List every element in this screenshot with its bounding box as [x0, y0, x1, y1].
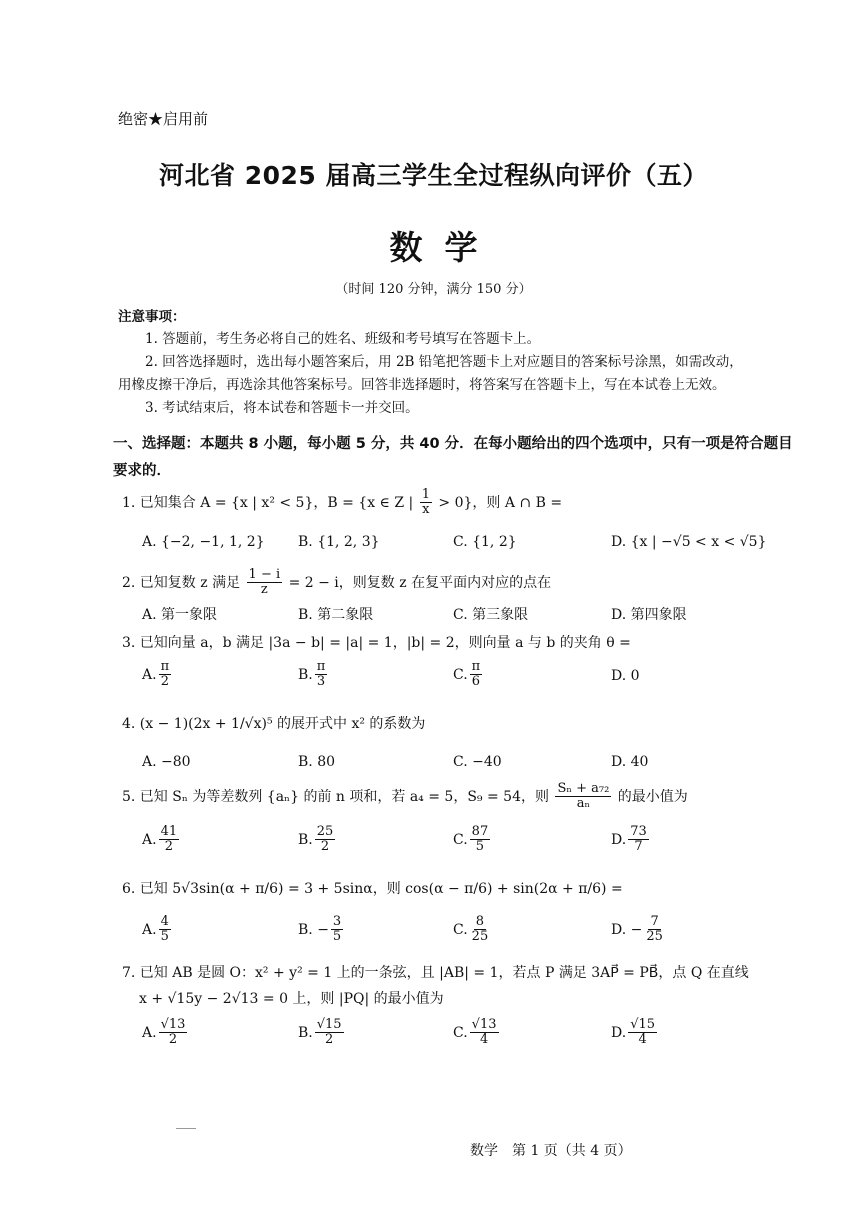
option-label: A. — [142, 666, 157, 683]
option-b — [298, 660, 329, 690]
option-a — [142, 660, 173, 690]
exam-timing: （时间 120 分钟，满分 150 分） — [335, 282, 532, 297]
fraction-denominator: 4 — [479, 1032, 489, 1048]
option-fraction — [470, 915, 491, 945]
option-d — [611, 1018, 659, 1048]
stem-text: 的最小值为 — [613, 788, 688, 805]
option-fraction — [470, 660, 483, 690]
section-title: 一、选择题：本题共 8 小题，每小题 5 分，共 40 分．在每小题给出的四个选项中，只有一项是符合题目要求的． — [113, 436, 793, 479]
fraction-numerator: √13 — [160, 1017, 186, 1032]
page-footer: 数学 第 1 页（共 4 页） — [470, 1143, 632, 1159]
option-a — [142, 1018, 189, 1048]
option-a — [142, 825, 181, 855]
fraction-numerator: π — [316, 659, 326, 674]
stem-fraction — [247, 568, 283, 598]
stem-text: 2. 已知复数 z 满足 — [122, 574, 245, 591]
note-item: 1. 答题前，考生务必将自己的姓名、班级和考号填写在答题卡上。 — [145, 331, 541, 347]
question-3-stem: 3. 已知向量 a，b 满足 |3a − b| = |a| = 1，|b| = 2，则向量 a 与 b 的夹角 θ = — [122, 635, 631, 651]
fraction-denominator: 6 — [471, 674, 481, 690]
question-4-stem: 4. (x − 1)(2x + 1/√x)⁵ 的展开式中 x² 的系数为 — [122, 716, 426, 732]
fraction-numerator: 8 — [475, 914, 485, 929]
fraction-denominator: 2 — [168, 1032, 178, 1048]
option-label: A. — [142, 1024, 157, 1041]
scan-mark — [176, 1128, 196, 1129]
fraction-numerator: 1 − i — [248, 567, 281, 582]
option-label: B. — [298, 666, 313, 683]
question-6-stem: 6. 已知 5√3sin(α + π/6) = 3 + 5sinα，则 cos(α − π/6) + sin(2α + π/6) = — [122, 881, 623, 897]
fraction-denominator: x — [422, 502, 430, 518]
fraction-numerator: 3 — [332, 914, 342, 929]
exam-title: 河北省 2025 届高三学生全过程纵向评价（五） — [159, 161, 708, 190]
fraction-denominator: z — [260, 582, 268, 598]
fraction-numerator: 25 — [316, 824, 334, 839]
stem-text: 1. 已知集合 A = {x | x² < 5}，B = {x ∈ Z | — [122, 494, 418, 511]
question-5-stem — [122, 782, 688, 812]
fraction-denominator: 5 — [160, 929, 169, 945]
fraction-numerator: 1 — [421, 487, 430, 502]
option-d — [611, 825, 651, 855]
fraction-denominator: 5 — [475, 839, 485, 855]
note-item: 用橡皮擦干净后，再选涂其他答案标号。回答非选择题时，将答案写在答题卡上，写在本试卷上无效。 — [118, 377, 726, 393]
fraction-numerator: 41 — [160, 824, 178, 839]
fraction-denominator: 2 — [160, 674, 169, 690]
question-7-stem: 7. 已知 AB 是圆 O：x² + y² = 1 上的一条弦，且 |AB| = 1，若点 P 满足 3AP⃗ = PB⃗，点 Q 在直线 — [122, 965, 749, 981]
option-fraction — [331, 915, 343, 945]
fraction-denominator: aₙ — [576, 796, 591, 812]
option-label: B. — [298, 831, 313, 848]
option-a: A. −80 — [142, 754, 191, 770]
option-fraction — [628, 825, 649, 855]
option-c — [453, 825, 492, 855]
stem-fraction — [555, 782, 611, 812]
option-c: C. 第三象限 — [453, 607, 529, 623]
option-label: D. — [611, 831, 627, 848]
option-label: C. — [453, 831, 468, 848]
option-label: D. − — [611, 921, 643, 938]
option-fraction — [470, 1018, 499, 1048]
option-fraction — [628, 1018, 657, 1048]
option-fraction — [470, 825, 491, 855]
option-a: A. 第一象限 — [142, 607, 218, 623]
fraction-numerator: √13 — [471, 1017, 497, 1032]
option-fraction — [159, 1018, 188, 1048]
option-label: A. — [142, 831, 157, 848]
stem-text: = 2 − i，则复数 z 在复平面内对应的点在 — [284, 574, 552, 591]
option-fraction — [159, 660, 172, 690]
option-label: C. — [453, 1024, 468, 1041]
option-fraction — [315, 660, 328, 690]
option-label: A. — [142, 921, 157, 938]
stem-text: 5. 已知 Sₙ 为等差数列 {aₙ} 的前 n 项和，若 a₄ = 5，S₉ = 54，则 — [122, 788, 554, 805]
option-b — [298, 915, 345, 945]
fraction-numerator: π — [160, 659, 170, 674]
option-b: B. {1, 2, 3} — [298, 534, 380, 550]
option-b: B. 80 — [298, 754, 336, 770]
option-c: C. {1, 2} — [453, 534, 517, 550]
option-c — [453, 915, 492, 945]
fraction-denominator: 25 — [646, 929, 663, 945]
option-label: D. — [611, 1024, 627, 1041]
fraction-numerator: Sₙ + a₇₂ — [557, 781, 610, 796]
note-item: 2. 回答选择题时，选出每小题答案后，用 2B 铅笔把答题卡上对应题目的答案标号涂黑，如需改动， — [145, 354, 743, 370]
subject-title: 数学 — [389, 228, 500, 267]
question-2-stem — [122, 568, 551, 598]
option-a — [142, 915, 173, 945]
question-7-stem-line2: x + √15y − 2√13 = 0 上，则 |PQ| 的最小值为 — [139, 991, 444, 1007]
fraction-numerator: 73 — [630, 824, 647, 839]
option-d: D. 第四象限 — [611, 607, 687, 623]
fraction-numerator: √15 — [630, 1017, 656, 1032]
option-fraction — [159, 825, 180, 855]
option-label: B. − — [298, 921, 329, 938]
option-c: C. −40 — [453, 754, 502, 770]
option-d — [611, 915, 667, 945]
option-b — [298, 825, 337, 855]
option-label: C. — [453, 921, 468, 938]
fraction-denominator: 2 — [320, 839, 330, 855]
stem-fraction — [420, 488, 432, 518]
note-item: 3. 考试结束后，将本试卷和答题卡一并交回。 — [145, 400, 419, 416]
option-b — [298, 1018, 346, 1048]
option-d: D. 40 — [611, 754, 649, 770]
fraction-numerator: 4 — [160, 914, 169, 929]
option-fraction — [159, 915, 171, 945]
question-1-stem — [122, 488, 562, 518]
option-c — [453, 1018, 501, 1048]
option-fraction — [644, 915, 665, 945]
option-d: D. {x | −√5 < x < √5} — [611, 534, 767, 550]
fraction-denominator: 7 — [634, 839, 643, 855]
fraction-numerator: 87 — [471, 824, 489, 839]
fraction-numerator: 7 — [650, 914, 659, 929]
fraction-numerator: √15 — [316, 1017, 342, 1032]
notes-title: 注意事项： — [118, 309, 186, 325]
fraction-denominator: 2 — [325, 1032, 334, 1048]
fraction-denominator: 5 — [332, 929, 342, 945]
option-b: B. 第二象限 — [298, 607, 374, 623]
stem-text: > 0}，则 A ∩ B = — [433, 494, 563, 511]
fraction-denominator: 3 — [316, 674, 326, 690]
fraction-numerator: π — [471, 659, 481, 674]
option-d: D. 0 — [611, 668, 640, 684]
confidential-label: 绝密★启用前 — [118, 110, 209, 128]
fraction-denominator: 4 — [638, 1032, 647, 1048]
option-fraction — [315, 1018, 344, 1048]
option-a: A. {−2, −1, 1, 2} — [142, 534, 265, 550]
option-c — [453, 660, 484, 690]
option-label: B. — [298, 1024, 313, 1041]
fraction-denominator: 2 — [164, 839, 173, 855]
option-label: C. — [453, 666, 468, 683]
option-fraction — [315, 825, 336, 855]
fraction-denominator: 25 — [471, 929, 489, 945]
